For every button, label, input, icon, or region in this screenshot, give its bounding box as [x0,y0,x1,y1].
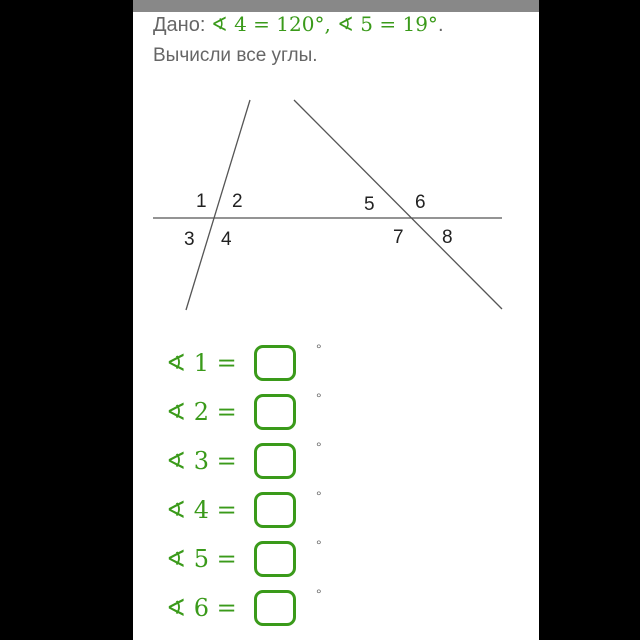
top-strip [133,0,539,12]
answer-input-angle-6[interactable] [254,590,296,626]
right-transversal [294,100,502,309]
answer-input-angle-2[interactable] [254,394,296,430]
angle-label-8: 8 [442,227,453,248]
given-end: . [437,14,444,36]
given-math: ∢ 4 = 120°, ∢ 5 = 19° [210,12,438,36]
angle-label-4: 4 [221,229,232,250]
answer-label: ∢ 6 = [166,594,237,622]
task-panel [133,12,539,640]
given-prefix: Дано: [153,14,206,36]
angle-label-1: 1 [196,191,207,212]
answer-label: ∢ 4 = [166,496,237,524]
answer-input-angle-3[interactable] [254,443,296,479]
angle-label-5: 5 [364,194,375,215]
answer-label: ∢ 5 = [166,545,237,573]
answer-row-angle-3 [166,441,322,481]
angle-label-3: 3 [184,229,195,250]
answer-label: ∢ 1 = [166,349,237,377]
answer-label: ∢ 2 = [166,398,237,426]
answer-row-angle-4 [166,490,322,530]
angle-label-7: 7 [393,227,404,248]
degree-unit: ° [316,488,322,504]
degree-unit: ° [316,341,322,357]
answer-label: ∢ 3 = [166,447,237,475]
answer-row-angle-5 [166,539,322,579]
answer-row-angle-1 [166,343,322,383]
angle-label-6: 6 [415,192,426,213]
degree-unit: ° [316,439,322,455]
degree-unit: ° [316,390,322,406]
answer-row-angle-2 [166,392,322,432]
answer-input-angle-1[interactable] [254,345,296,381]
degree-unit: ° [316,537,322,553]
degree-unit: ° [316,586,322,602]
answer-row-angle-6 [166,588,322,628]
instruction-text: Вычисли все углы. [153,45,318,66]
answer-input-angle-5[interactable] [254,541,296,577]
answer-input-angle-4[interactable] [254,492,296,528]
angle-figure [133,12,539,342]
angle-label-2: 2 [232,191,243,212]
